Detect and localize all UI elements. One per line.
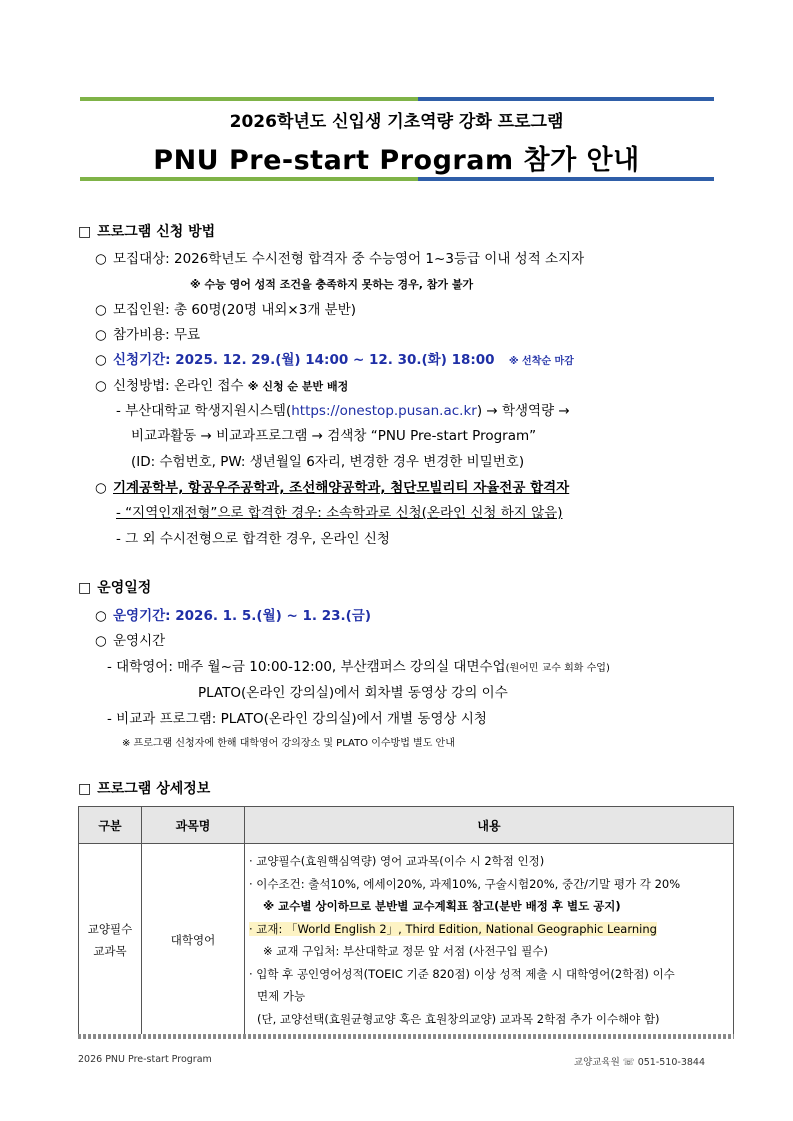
checkbox-marker: □ — [78, 781, 92, 797]
checkbox-marker: □ — [78, 580, 92, 596]
circle-bullet: ○ — [95, 480, 107, 496]
section-heading-application: □ 프로그램 신청 방법 — [78, 224, 216, 240]
circle-bullet: ○ — [95, 251, 107, 267]
application-period-line: ○ 신청기간: 2025. 12. 29.(월) 14:00 ~ 12. 30.(화) 18:00 ※ 선착순 마감 — [95, 352, 574, 368]
eligibility-line: ○ 모집대상: 2026학년도 수시전형 합격자 중 수능영어 1~3등급 이내 성적 소지자 — [95, 251, 585, 267]
fee-line: ○ 참가비용: 무료 — [95, 327, 201, 343]
header-content: 내용 — [245, 807, 734, 844]
header-bar-bottom-blue — [418, 177, 714, 181]
special-group-regional: - “지역인재전형”으로 합격한 경우: 소속학과로 신청(온라인 신청 하지 않음) — [116, 505, 563, 521]
content-line: 면제 가능 — [257, 989, 306, 1003]
section-heading-schedule: □ 운영일정 — [78, 580, 152, 596]
eligibility-note: ※ 수능 영어 성적 조건을 충족하지 못하는 경우, 참가 불가 — [190, 278, 474, 291]
schedule-note: ※ 프로그램 신청자에 한해 대학영어 강의장소 및 PLATO 이수방법 별도 안내 — [122, 738, 455, 749]
content-line: · 이수조건: 출석10%, 에세이20%, 과제10%, 구술시험20%, 중간/기말 평가 각 20% — [249, 876, 681, 891]
extracurricular-line: - 비교과 프로그램: PLATO(온라인 강의실)에서 개별 동영상 시청 — [107, 711, 487, 727]
header-bar-bottom-green — [80, 177, 418, 181]
title-line-1: 2026학년도 신입생 기초역량 강화 프로그램 — [229, 112, 564, 132]
header-course: 과목명 — [142, 807, 245, 844]
special-group-other: - 그 외 수시전형으로 합격한 경우, 온라인 신청 — [116, 531, 390, 547]
header-category: 구분 — [79, 807, 142, 844]
english-schedule-line-1: - 대학영어: 매주 월~금 10:00-12:00, 부산캠퍼스 강의실 대면수업(원어민 교수 회화 수업) — [107, 659, 610, 675]
program-detail-table — [78, 806, 734, 1037]
content-line: ※ 교재 구입처: 부산대학교 정문 앞 서점 (사전구입 필수) — [263, 944, 549, 958]
cell-content — [245, 844, 734, 1037]
circle-bullet: ○ — [95, 302, 107, 318]
section-heading-details: □ 프로그램 상세정보 — [78, 781, 211, 797]
header-bar-top-blue — [418, 97, 714, 101]
capacity-line: ○ 모집인원: 총 60명(20명 내외×3개 분반) — [95, 302, 356, 318]
method-step-1: - 부산대학교 학생지원시스템(https://onestop.pusan.ac.kr) → 학생역량 → — [116, 403, 570, 419]
content-line: · 입학 후 공인영어성적(TOEIC 기준 820점) 이상 성적 제출 시 대학영어(2학점) 이수 — [249, 966, 675, 981]
circle-bullet: ○ — [95, 352, 107, 368]
operation-period-line: ○ 운영기간: 2026. 1. 5.(월) ~ 1. 23.(금) — [95, 608, 372, 624]
circle-bullet: ○ — [95, 378, 107, 394]
table-row — [79, 844, 734, 1037]
operation-time-line: ○ 운영시간 — [95, 633, 166, 649]
circle-bullet: ○ — [95, 633, 107, 649]
table-header-row — [79, 807, 734, 844]
cell-course: 대학영어 — [142, 844, 245, 1037]
header-bar-top-green — [80, 97, 418, 101]
class-assignment-note: ※ 신청 순 분반 배정 — [247, 380, 349, 393]
onestop-link[interactable]: https://onestop.pusan.ac.kr — [291, 403, 477, 419]
special-group-line: ○ 기계공학부, 항공우주공학과, 조선해양공학과, 첨단모빌리티 자율전공 합격자 — [95, 480, 570, 496]
circle-bullet: ○ — [95, 327, 107, 343]
footer-left: 2026 PNU Pre-start Program — [78, 1054, 212, 1065]
method-step-2: 비교과활동 → 비교과프로그램 → 검색창 “PNU Pre-start Program” — [131, 428, 537, 444]
application-method-line: ○ 신청방법: 온라인 접수 ※ 신청 순 분반 배정 — [95, 378, 349, 394]
circle-bullet: ○ — [95, 608, 107, 624]
title-line-2: PNU Pre-start Program 참가 안내 — [153, 145, 640, 176]
cell-category: 교양필수 교과목 — [79, 844, 142, 1037]
content-line: · 교재: 「World English 2」, Third Edition, National Geographic Learning — [249, 921, 657, 936]
footer-right: 교양교육원 ☏ 051-510-3844 — [573, 1057, 705, 1068]
content-line: (단, 교양선택(효원균형교양 혹은 효원창의교양) 교과목 2학점 추가 이수해야 함) — [257, 1011, 660, 1026]
first-come-note: ※ 선착순 마감 — [508, 356, 574, 367]
checkbox-marker: □ — [78, 224, 92, 240]
method-step-3: (ID: 수험번호, PW: 생년월일 6자리, 변경한 경우 변경한 비밀번호) — [131, 454, 525, 470]
content-line: · 교양필수(효원핵심역량) 영어 교과목(이수 시 2학점 인정) — [249, 854, 545, 868]
english-schedule-line-2: PLATO(온라인 강의실)에서 회차별 동영상 강의 이수 — [198, 685, 508, 701]
content-line: ※ 교수별 상이하므로 분반별 교수계획표 참고(분반 배정 후 별도 공지) — [263, 899, 621, 913]
footer-divider — [78, 1034, 734, 1039]
